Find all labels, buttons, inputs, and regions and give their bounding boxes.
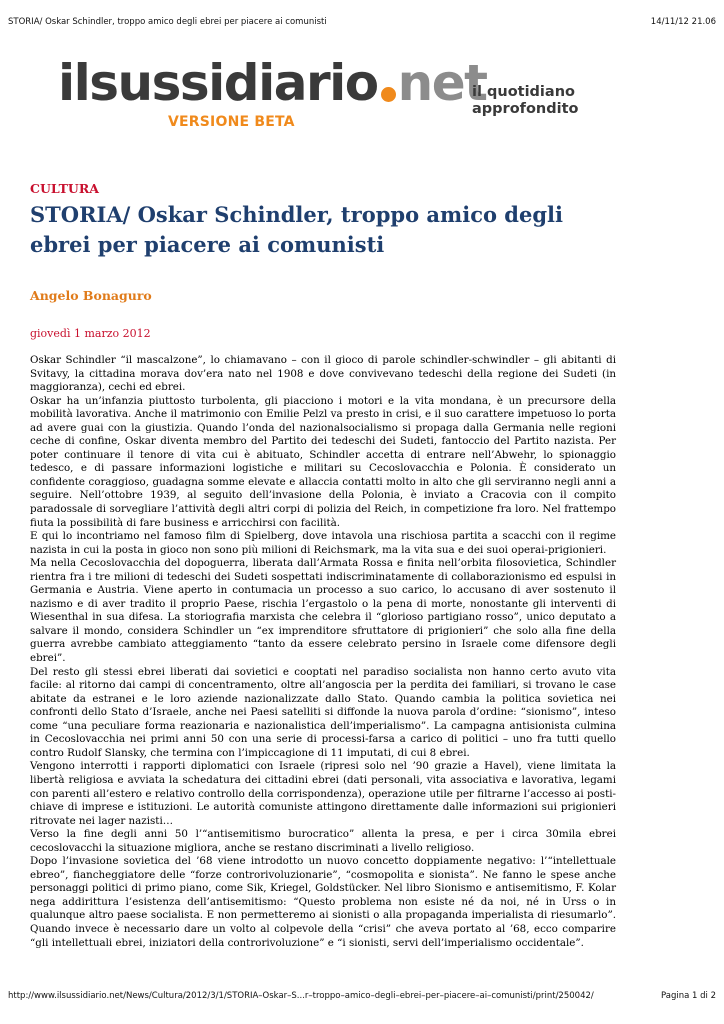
- print-header: [8, 17, 716, 27]
- logo-wordmark: [58, 54, 487, 112]
- article-paragraph: E qui lo incontriamo nel famoso film di Spielberg, dove intavola una rischiosa partita a scacchi con il regime nazista in cui la posta in gioco non sono più milioni di Reichsmark, ma la vita sua e dei suoi operai-prigionieri.: [30, 530, 616, 556]
- logo-brand-net: net: [397, 54, 487, 112]
- logo-tagline-line1: il quotidiano: [472, 84, 575, 100]
- logo-tagline: [472, 84, 579, 118]
- article-paragraph: Ma nella Cecoslovacchia del dopoguerra, liberata dall’Armata Rossa e finita nell’orbita filosovietica, Schindler rientra fra i tre milioni di tedeschi dei Sudeti sospettati indiscriminatamente di collaborazionismo ed espulsi in Germania e Austria. Viene aperto in contumacia un processo a suo carico, lo accusano di aver sostenuto il nazismo e di aver tradito il proprio Paese, rischia l’ergastolo o la pena di morte, nonostante gli interventi di Wiesenthal in sua difesa. La storiografia marxista che celebra il “glorioso partigiano rosso”, unico deputato a salvare il mondo, considera Schindler un “ex imprenditore sfruttatore di prigionieri” che solo alla fine della guerra avrebbe cambiato atteggiamento “tanto da essere celebrato persino in Israele come difensore degli ebrei”.: [30, 557, 616, 665]
- section-label[interactable]: CULTURA: [30, 181, 99, 196]
- print-page-title: STORIA/ Oskar Schindler, troppo amico degli ebrei per piacere ai comunisti: [8, 17, 327, 27]
- print-url: http://www.ilsussidiario.net/News/Cultura/2012/3/1/STORIA–Oskar–S...r–troppo–amico–degli–ebrei–per–piacere–ai–comunisti/print/250042/: [8, 991, 594, 1001]
- article-paragraph: Del resto gli stessi ebrei liberati dai sovietici e cooptati nel paradiso socialista non hanno certo avuto vita facile: al ritorno dai campi di concentramento, oltre all’angoscia per la perdita dei familiari, si trovano le case abitate da estranei e le loro aziende nazionalizzate dallo Stato. Quando cambia la politica sovietica nei confronti dello Stato d’Israele, anche nei Paesi satelliti si diffonde la nuova parola d’ordine: “sionismo”, inteso come “una peculiare forma reazionaria e nazionalistica dell’imperialismo”. La campagna antisionista culmina in Cecoslovacchia nei primi anni 50 con una serie di processi-farsa a carico di politici – uno fra tutti quello contro Rudolf Slansky, che termina con l’impiccagione di 11 imputati, di cui 8 ebrei.: [30, 665, 616, 759]
- article-paragraph: Dopo l’invasione sovietica del ’68 viene introdotto un nuovo concetto doppiamente negativo: l’“intellettuale ebreo”, fiancheggiatore delle “forze controrivoluzionarie”, “cosmopolita e sionista”. Ne fanno le spese anche personaggi politici di primo piano, come Sik, Kriegel, Goldstücker. Nel libro Sionismo e antisemitismo, F. Kolar nega addirittura l’esistenza dell’antisemitismo: “Questo problema non esiste né da noi, né in Urss o in qualunque altro paese socialista. E non permetteremo ai sionisti o alla propaganda imperialista di riesumarlo”. Quando invece è necessario dare un volto al colpevole della “crisi” che aveva portato al ’68, ecco comparire “gli intellettuali ebrei, iniziatori della controrivoluzione” e “i sionisti, servi dell’imperialismo occidentale”.: [30, 855, 616, 949]
- print-datetime: 14/11/12 21.06: [650, 17, 716, 27]
- print-page-number: Pagina 1 di 2: [661, 991, 716, 1001]
- article-date: giovedì 1 marzo 2012: [30, 327, 151, 340]
- logo-brand-main: ilsussidiario: [58, 54, 378, 112]
- logo-dot-icon: [381, 87, 396, 102]
- article-body: [30, 354, 616, 950]
- article-title: STORIA/ Oskar Schindler, troppo amico degli ebrei per piacere ai comunisti: [30, 202, 563, 257]
- article-paragraph: Verso la fine degli anni 50 l’“antisemitismo burocratico” allenta la presa, e per i circa 30mila ebrei cecoslovacchi la situazione migliora, anche se restano discriminati a livello religioso.: [30, 828, 616, 854]
- article-author[interactable]: Angelo Bonaguro: [30, 288, 152, 303]
- article-paragraph: Vengono interrotti i rapporti diplomatici con Israele (ripresi solo nel ’90 grazie a Havel), viene limitata la libertà religiosa e avviata la schedatura dei cittadini ebrei (dati personali, vita associativa e lavorativa, legami con parenti all’estero e relativo controllo della corrispondenza), operazione utile per filtrarne l’accesso ai posti-chiave di imprese e istituzioni. Le autorità comuniste attingono direttamente dalle informazioni sui prigionieri ritrovate nei lager nazisti…: [30, 760, 616, 827]
- article-paragraph: Oskar ha un’infanzia piuttosto turbolenta, gli piacciono i motori e la vita mondana, è un precursore della mobilità lavorativa. Anche il matrimonio con Emilie Pelzl va presto in crisi, e il suo carattere impetuoso lo porta ad avere guai con la giustizia. Quando l’onda del nazionalsocialismo si propaga dalla Germania nelle regioni ceche di confine, Oskar diventa membro del Partito dei tedeschi dei Sudeti, fantoccio del Partito nazista. Per poter continuare il tenore di vita cui è abituato, Schindler accetta di entrare nell’Abwehr, lo spionaggio tedesco, e di passare informazioni logistiche e militari su Cecoslovacchia e Polonia. È considerato un confidente coraggioso, guadagna somme elevate e allaccia contatti molto in alto che gli serviranno negli anni a seguire. Nell’ottobre 1939, al seguito dell’invasione della Polonia, è inviato a Cracovia con il compito paradossale di sorvegliare l’attività degli altri corpi di polizia del Reich, in competizione fra loro. Nel frattempo fiuta la possibilità di fare business e arricchirsi con facilità.: [30, 394, 616, 529]
- logo-beta-label: VERSIONE BETA: [168, 114, 295, 130]
- site-logo[interactable]: [58, 54, 588, 137]
- print-footer: [8, 991, 716, 1001]
- article-paragraph: Oskar Schindler “il mascalzone”, lo chiamavano – con il gioco di parole schindler-schwindler – gli abitanti di Svitavy, la cittadina morava dov’era nato nel 1908 e dove convivevano tedeschi della regione dei Sudeti (in maggioranza), cechi ed ebrei.: [30, 354, 616, 394]
- logo-tagline-line2: approfondito: [472, 101, 579, 117]
